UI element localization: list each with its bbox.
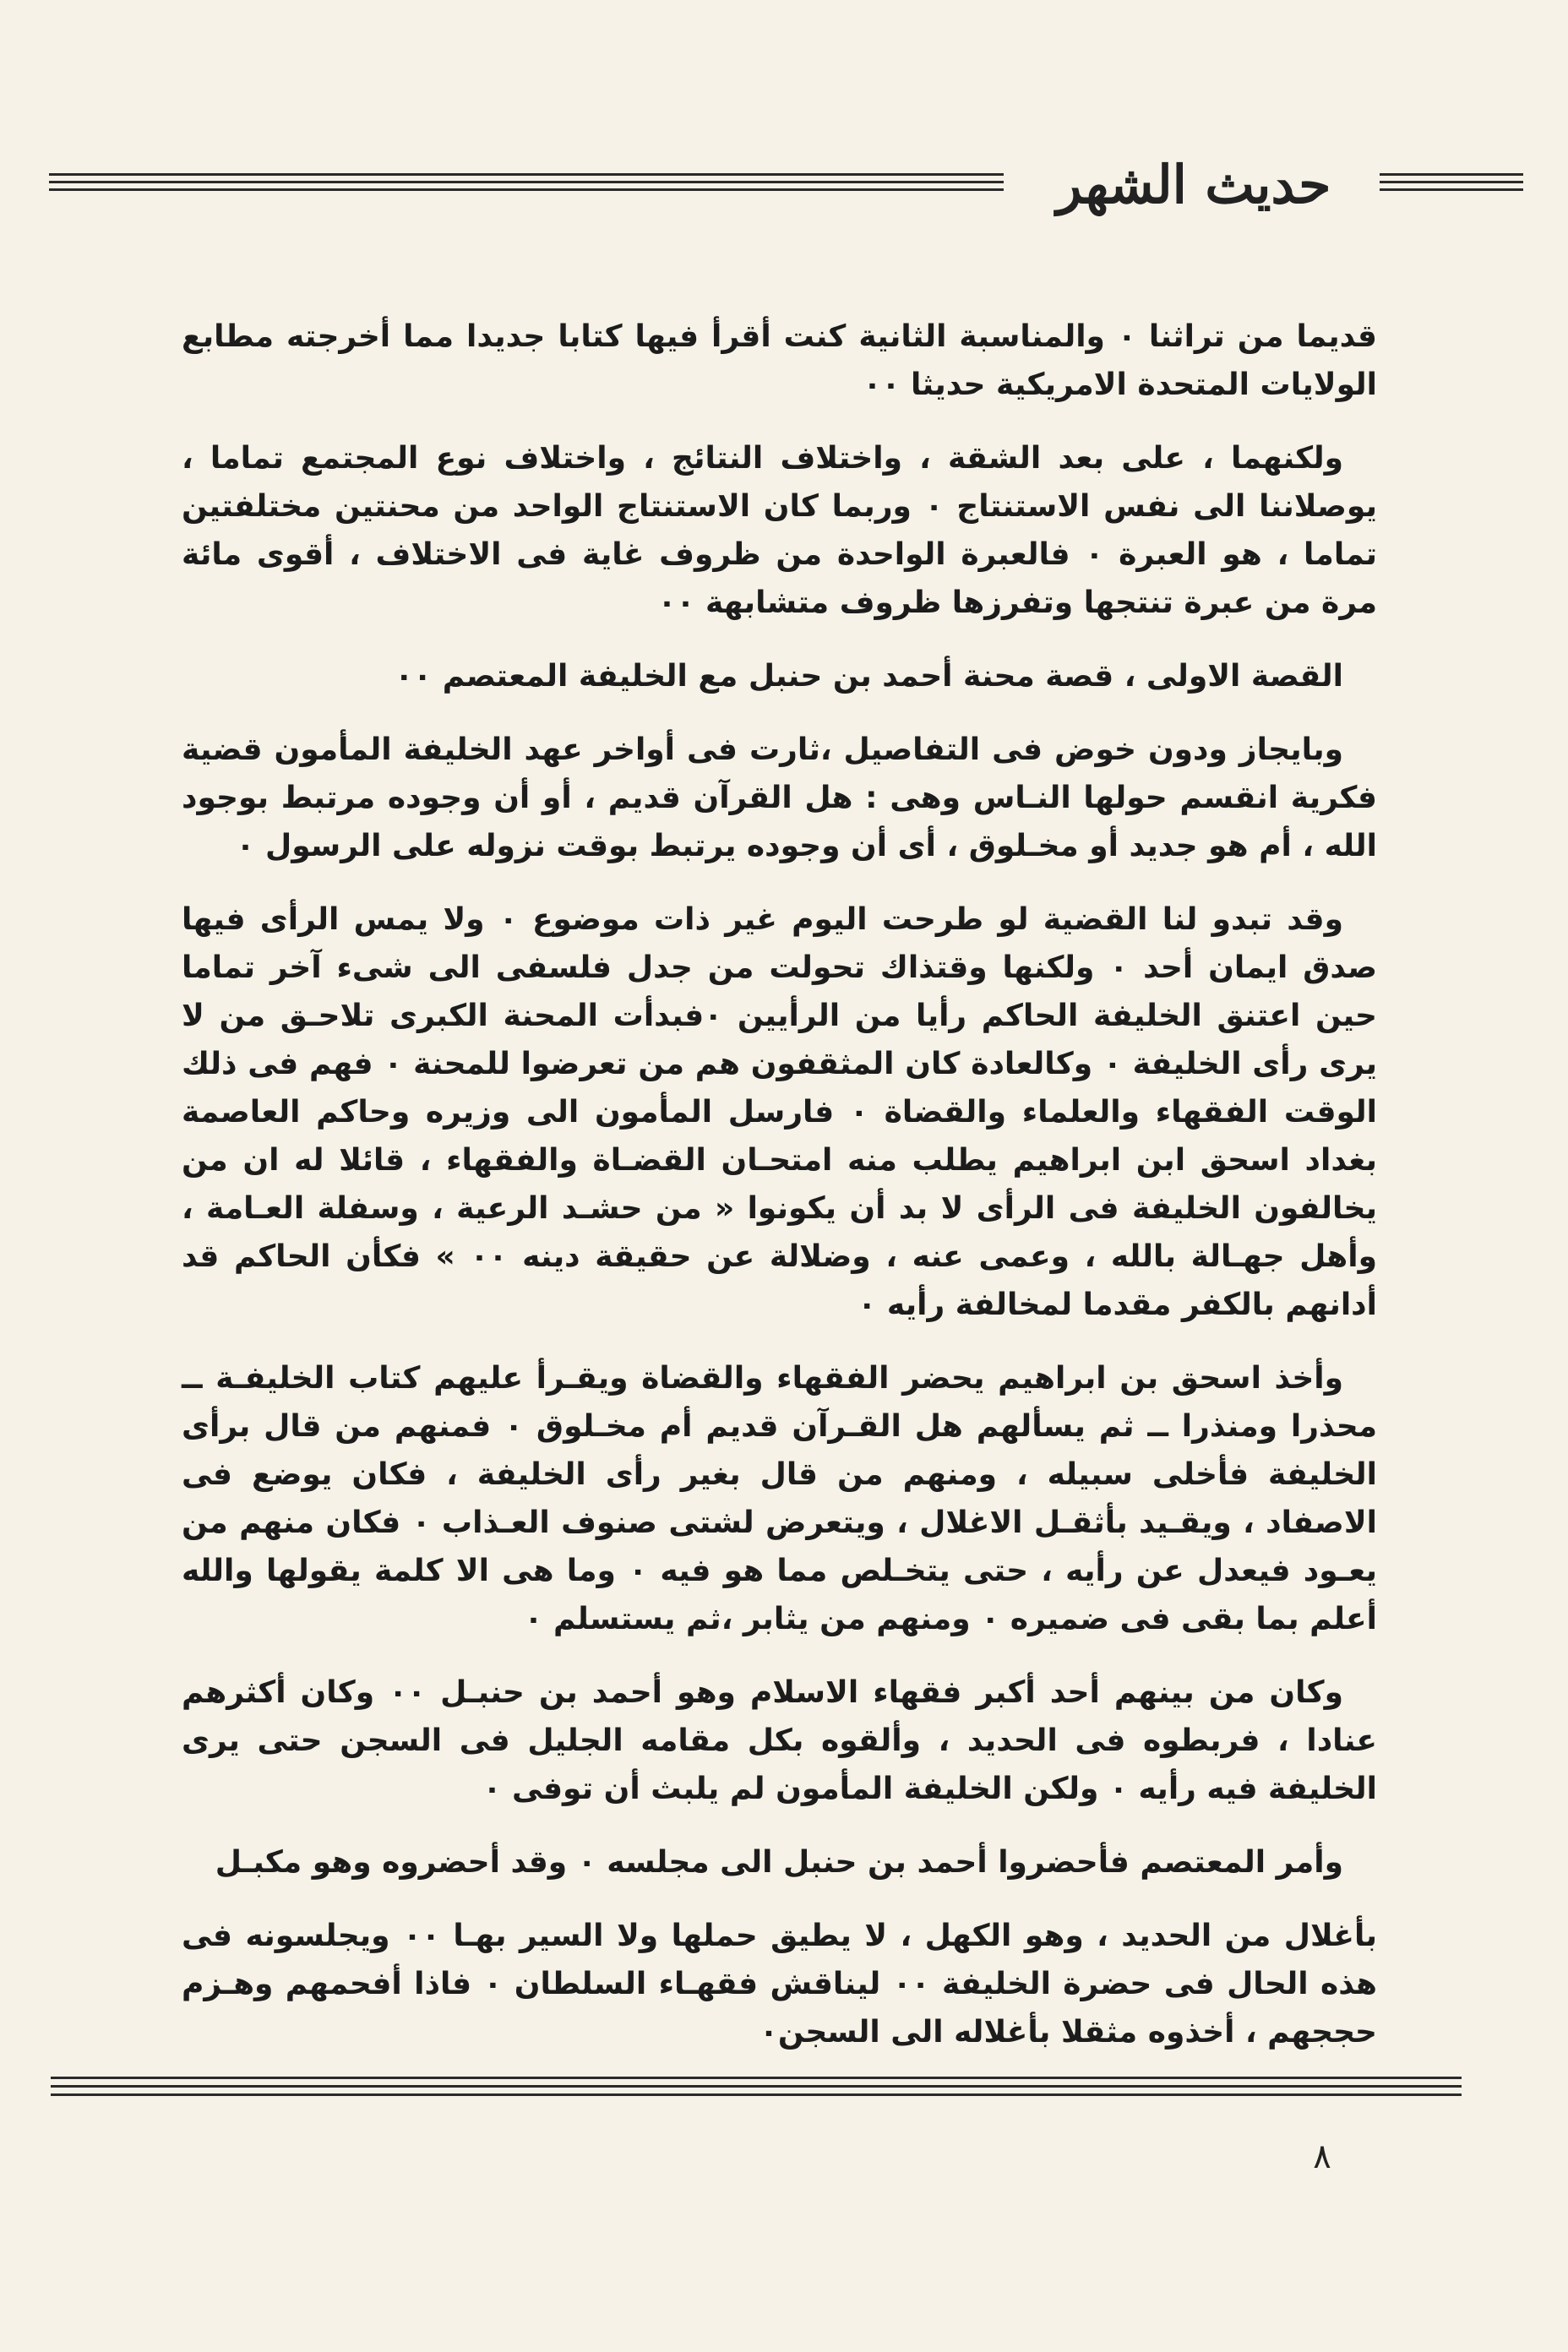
paragraph: وأخذ اسحق بن ابراهيم يحضر الفقهاء والقضاة ويقـرأ عليهم كتاب الخليفـة ــ محذرا ومنذرا ــ ثم يسألهم هل القـرآن قديم أم مخـلوق ٠ فمنهم من قال برأى الخليفة فأخلى سبيله ، ومنهم من قال بغير رأى الخليفة ، فكان يوضع فى الاصفاد ، ويقـيد بأثقـل الاغلال ، ويتعرض لشتى صنوف العـذاب ٠ فكان منهم من يعـود فيعدل عن رأيه ، حتى يتخـلص مما هو فيه ٠ وما هى الا كلمة يقولها والله أعلم بما بقى فى ضميره ٠ ومنهم من يثابر ،ثم يستسلم ٠: [182, 1361, 1377, 1636]
page-number: ٨: [1313, 2137, 1331, 2176]
paragraph: وقد تبدو لنا القضية لو طرحت اليوم غير ذات موضوع ٠ ولا يمس الرأى فيها صدق ايمان أحد ٠ ولكنها وقتذاك تحولت من جدل فلسفى الى شىء آخر تماما حين اعتنق الخليفة الحاكم رأيا من الرأيين ٠فبدأت المحنة الكبرى تلاحـق من لا يرى رأى الخليفة ٠ وكالعادة كان المثقفون هم من تعرضوا للمحنة ٠ فهم فى ذلك الوقت الفقهاء والعلماء والقضاة ٠ فارسل المأمون الى وزيره وحاكم العاصمة بغداد اسحق ابن ابراهيم يطلب منه امتحـان القضـاة والفقهاء ، قائلا له ان من يخالفون الخليفة فى الرأى لا بد أن يكونوا « من حشـد الرعية ، وسفلة العـامة ، وأهل جهـالة بالله ، وعمى عنه ، وضلالة عن حقيقة دينه ٠٠ » فكأن الحاكم قد أدانهم بالكفر مقدما لمخالفة رأيه ٠: [182, 902, 1377, 1322]
header-rules-left: [49, 173, 1004, 192]
footer-rules: [51, 2077, 1462, 2102]
paragraph: ولكنهما ، على بعد الشقة ، واختلاف النتائج ، واختلاف نوع المجتمع تماما ، يوصلاننا الى نفس الاستنتاج ٠ وربما كان الاستنتاج الواحد من محنتين مختلفتين تماما ، هو العبرة ٠ فالعبرة الواحدة من ظروف غاية فى الاختلاف ، أقوى مائة مرة من عبرة تنتجها وتفرزها ظروف متشابهة ٠٠: [182, 441, 1378, 620]
paragraph: بأغلال من الحديد ، وهو الكهل ، لا يطيق حملها ولا السير بهـا ٠٠ ويجلسونه فى هذه الحال فى حضرة الخليفة ٠٠ ليناقش فقهـاء السلطان ٠ فاذا أفحمهم وهـزم حججهم ، أخذوه مثقلا بأغلاله الى السجن٠: [182, 1919, 1377, 2050]
paragraph: وبايجاز ودون خوض فى التفاصيل ،ثارت فى أواخر عهد الخليفة المأمون قضية فكرية انقسم حولها النـاس وهى : هل القرآن قديم ، أو أن وجوده مرتبط بوجود الله ، أم هو جديد أو مخـلوق ، أى أن وجوده يرتبط بوقت نزوله على الرسول ٠: [182, 732, 1377, 863]
paragraph: قديما من تراثنا ٠ والمناسبة الثانية كنت أقرأ فيها كتابا جديدا مما أخرجته مطابع الولايات المتحدة الامريكية حديثا ٠٠: [182, 319, 1377, 402]
section-title: حديث الشهر: [1056, 154, 1331, 215]
article-body: [182, 313, 1377, 2082]
paragraph: وأمر المعتصم فأحضروا أحمد بن حنبل الى مجلسه ٠ وقد أحضروه وهو مكبـل: [215, 1845, 1343, 1880]
paragraph: القصة الاولى ، قصة محنة أحمد بن حنبل مع الخليفة المعتصم ٠٠: [395, 659, 1343, 694]
paragraph: وكان من بينهم أحد أكبر فقهاء الاسلام وهو أحمد بن حنبـل ٠٠ وكان أكثرهم عنادا ، فربطوه فى الحديد ، وألقوه بكل مقامه الجليل فى السجن حتى يرى الخليفة فيه رأيه ٠ ولكن الخليفة المأمون لم يلبث أن توفى ٠: [182, 1675, 1377, 1806]
page-header: [49, 148, 1462, 224]
header-rules-right: [1380, 173, 1523, 192]
